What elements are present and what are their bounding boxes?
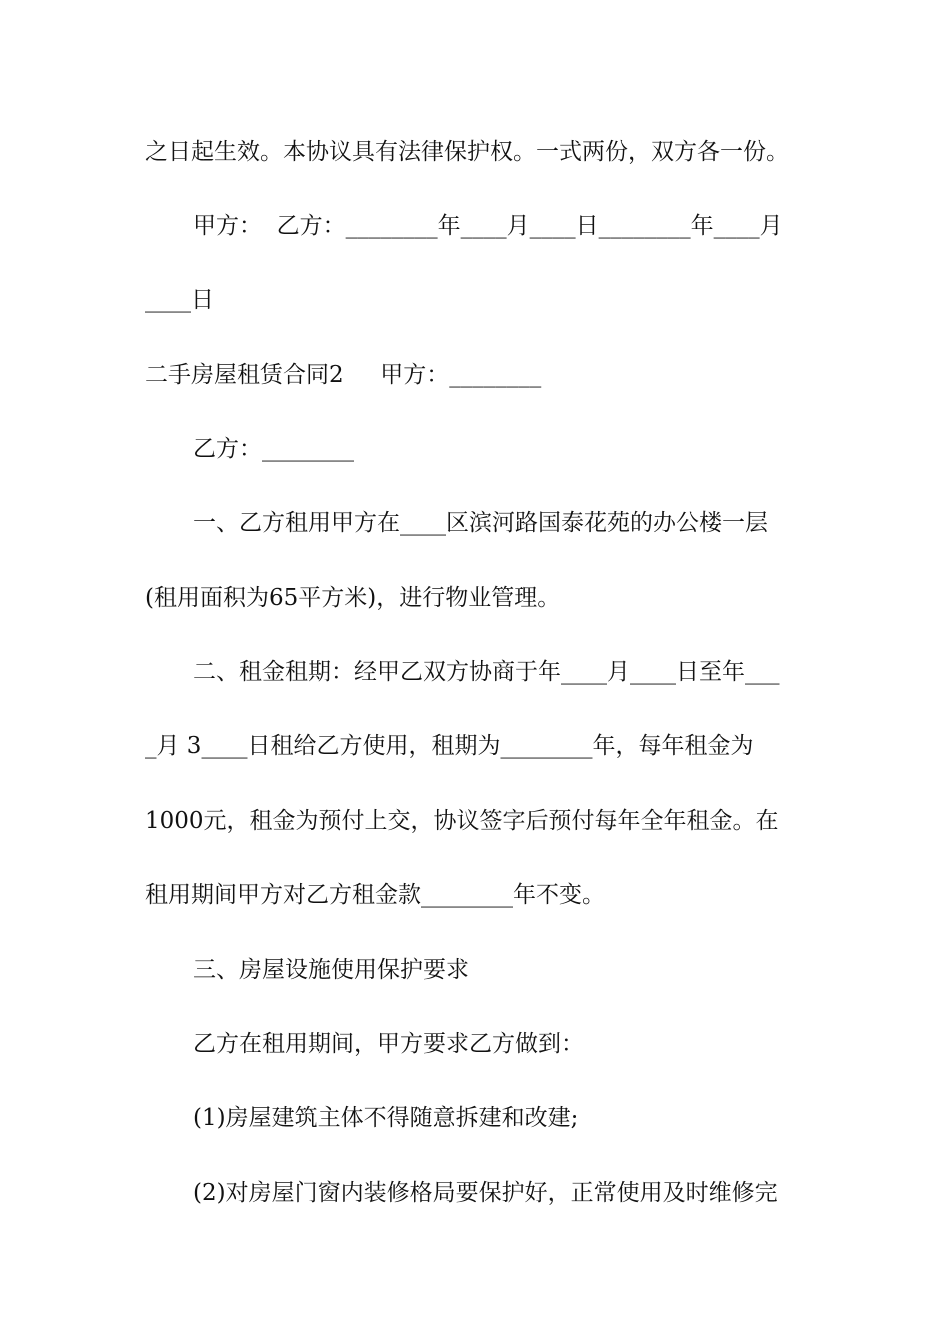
text-line-clause-3-item-1: (1)房屋建筑主体不得随意拆建和改建; xyxy=(193,1105,579,1131)
text-line-clause-3-item-2: (2)对房屋门窗内装修格局要保护好，正常使用及时维修完 xyxy=(193,1180,778,1206)
text-line-clause-2-fixed: 租用期间甲方对乙方租金款________年不变。 xyxy=(145,882,605,908)
text-line-clause-3-intro: 乙方在租用期间，甲方要求乙方做到： xyxy=(193,1031,584,1057)
text-line-signature-dates: 甲方： 乙方：________年____月____日________年____月 xyxy=(193,213,783,239)
text-line-clause-1: 一、乙方租用甲方在____区滨河路国泰花苑的办公楼一层 xyxy=(193,510,768,536)
text-line-contract-title: 二手房屋租赁合同2 甲方：________ xyxy=(145,362,542,388)
text-line-signature-day: ____日 xyxy=(145,287,214,313)
text-line-clause-2-term: _月 3____日租给乙方使用，租期为________年，每年租金为 xyxy=(145,733,754,759)
text-line-clause-1-area: (租用面积为65平方米)，进行物业管理。 xyxy=(145,585,561,611)
text-line-clause-2: 二、租金租期：经甲乙双方协商于年____月____日至年___ xyxy=(193,659,780,685)
text-line-clause-2-rent: 1000元，租金为预付上交，协议签字后预付每年全年租金。在 xyxy=(145,808,779,834)
text-line-party-b: 乙方：________ xyxy=(193,436,354,462)
text-line-effective-clause: 之日起生效。本协议具有法律保护权。一式两份，双方各一份。 xyxy=(145,139,789,165)
text-line-clause-3-heading: 三、房屋设施使用保护要求 xyxy=(193,957,469,983)
